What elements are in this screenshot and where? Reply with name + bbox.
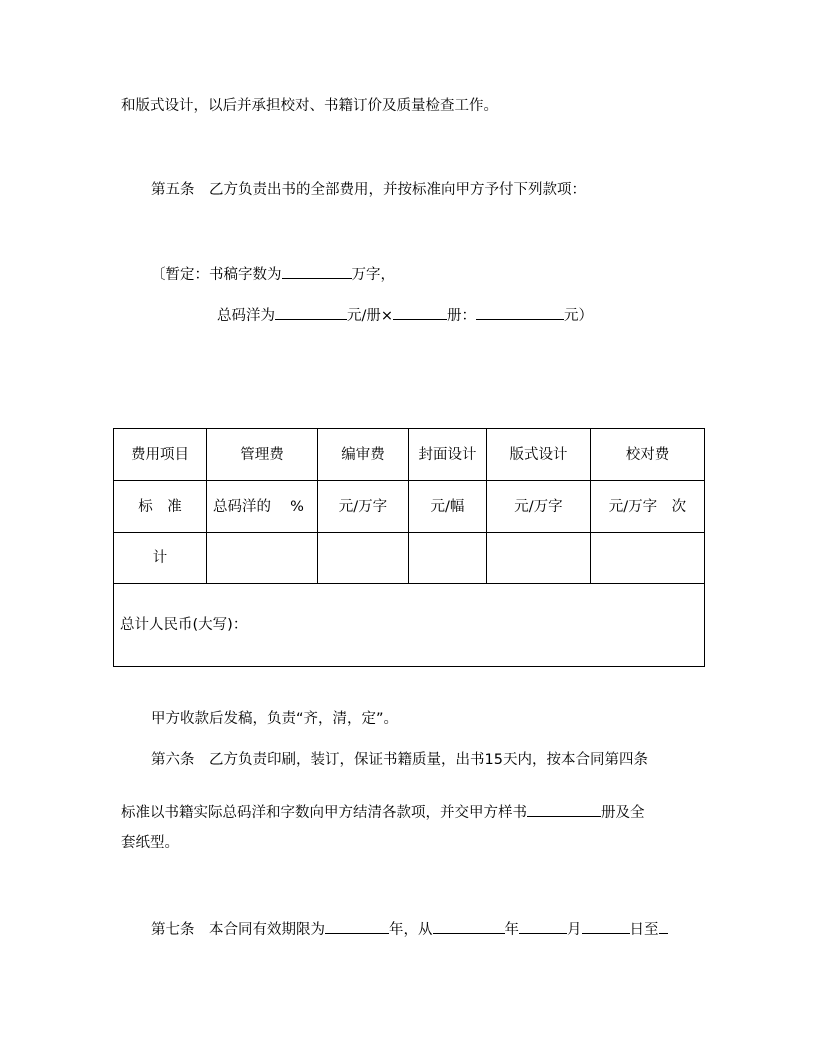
estimate-a-prefix: 〔暂定：书稿字数为 xyxy=(151,267,282,283)
article-7-month: 月 xyxy=(567,922,582,938)
table-cell[interactable]: 元/幅 xyxy=(409,481,487,533)
table-row xyxy=(114,481,705,533)
estimate-a-suffix: 万字， xyxy=(351,267,395,283)
start-day-blank[interactable] xyxy=(582,917,630,934)
article-6-line1: 第六条 乙方负责印刷，装订，保证书籍质量，出书15天内，按本合同第四条 xyxy=(151,752,648,768)
start-year-blank[interactable] xyxy=(433,917,505,934)
header-cell: 校对费 xyxy=(591,429,705,481)
article-7-prefix: 第七条 本合同有效期限为 xyxy=(151,922,325,938)
estimate-word-count xyxy=(151,262,395,285)
table-cell: 标 准 xyxy=(114,481,207,533)
total-price-blank[interactable] xyxy=(476,303,564,320)
sample-copies-blank[interactable] xyxy=(527,800,601,817)
estimate-b-suffix: 元） xyxy=(564,308,594,324)
article-6-line2-suffix: 册及全 xyxy=(601,805,645,821)
table-cell[interactable]: 元/万字 xyxy=(318,481,409,533)
table-cell[interactable]: 总码洋的 % xyxy=(207,481,318,533)
grand-total-cell[interactable]: 总计人民币(大写)： xyxy=(114,584,705,667)
article-6-line2-prefix: 标准以书籍实际总码洋和字数向甲方结清各款项，并交甲方样书 xyxy=(121,805,527,821)
article-6-line2 xyxy=(121,800,645,823)
article-5: 第五条 乙方负责出书的全部费用，并按标准向甲方予付下列款项： xyxy=(151,182,586,198)
receipt-paragraph: 甲方收款后发稿，负责“齐，清，定”。 xyxy=(151,711,399,727)
article-7-day: 日至 xyxy=(629,922,659,938)
table-cell: 计 xyxy=(114,533,207,584)
table-row xyxy=(114,584,705,667)
header-cell: 版式设计 xyxy=(487,429,591,481)
price-per-copy-blank[interactable] xyxy=(275,303,347,320)
table-cell[interactable] xyxy=(207,533,318,584)
word-count-blank[interactable] xyxy=(282,262,352,279)
end-date-blank[interactable] xyxy=(659,917,668,934)
article-7-year1: 年，从 xyxy=(389,922,433,938)
estimate-b-mid2: 册： xyxy=(447,308,477,324)
estimate-b-prefix: 总码洋为 xyxy=(217,308,275,324)
estimate-total-price xyxy=(217,303,593,326)
term-years-blank[interactable] xyxy=(325,917,389,934)
header-cell: 费用项目 xyxy=(114,429,207,481)
header-cell: 封面设计 xyxy=(409,429,487,481)
copies-blank[interactable] xyxy=(393,303,447,320)
table-header-row xyxy=(114,429,705,481)
fee-table xyxy=(113,428,705,667)
table-cell[interactable] xyxy=(591,533,705,584)
table-cell[interactable]: 元/万字 次 xyxy=(591,481,705,533)
table-cell[interactable] xyxy=(409,533,487,584)
start-month-blank[interactable] xyxy=(519,917,567,934)
table-cell[interactable] xyxy=(487,533,591,584)
table-cell[interactable]: 元/万字 xyxy=(487,481,591,533)
table-row xyxy=(114,533,705,584)
article-6-line3: 套纸型。 xyxy=(121,835,179,851)
article-7 xyxy=(151,917,668,940)
header-cell: 管理费 xyxy=(207,429,318,481)
table-cell[interactable] xyxy=(318,533,409,584)
article-7-year2: 年 xyxy=(504,922,519,938)
estimate-b-mid1: 元/册× xyxy=(347,308,394,324)
header-cell: 编审费 xyxy=(318,429,409,481)
paragraph-line1: 和版式设计，以后并承担校对、书籍订价及质量检查工作。 xyxy=(121,98,498,114)
